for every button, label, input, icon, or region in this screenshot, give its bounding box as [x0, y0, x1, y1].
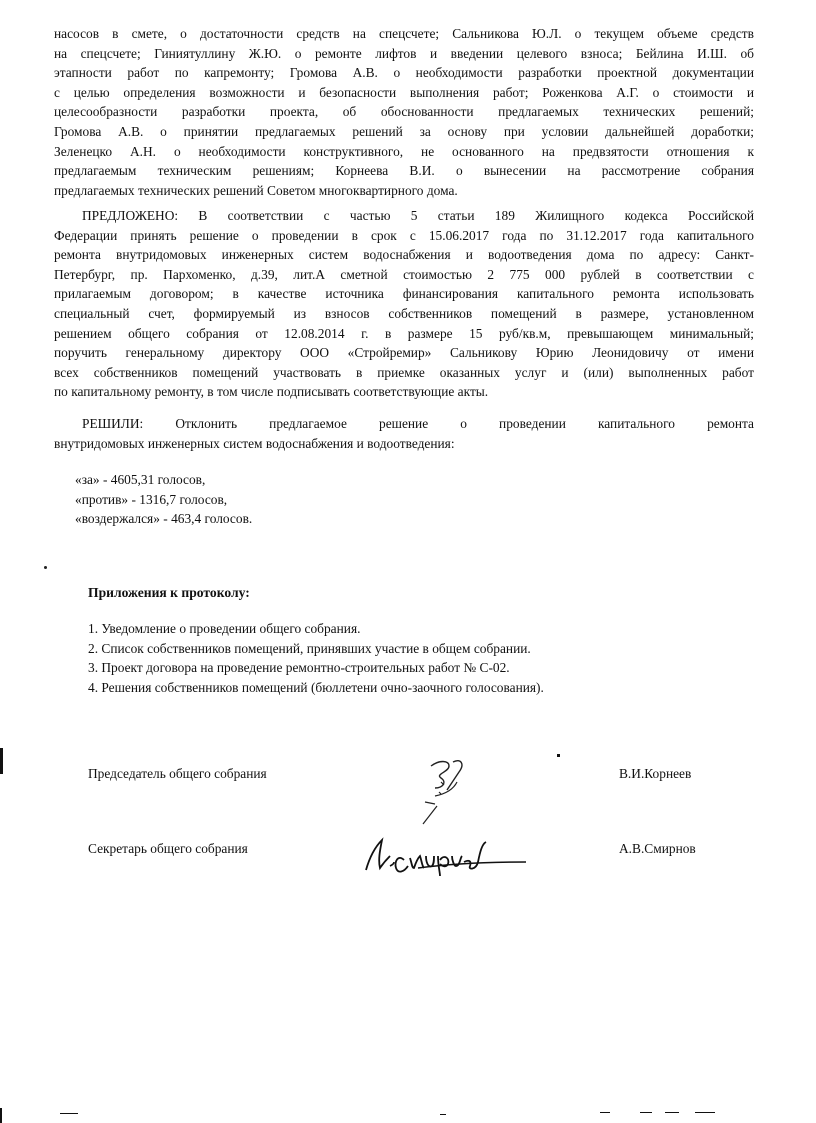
scan-edge-mark [600, 1112, 610, 1113]
chair-signature-image [395, 752, 495, 832]
attachments-list [88, 619, 544, 697]
chair-label: Председатель общего собрания [88, 766, 267, 781]
decision-paragraph [54, 414, 754, 453]
text-line: РЕШИЛИ: Отклонить предлагаемое решение о проведении капитального ремонта [82, 416, 754, 431]
scan-edge-mark [0, 1108, 2, 1123]
secretary-label: Секретарь общего собрания [88, 841, 248, 856]
scan-speck [44, 566, 47, 569]
text-line: решением общего собрания от 12.08.2014 г. в размере 15 руб/кв.м, превышающем минимальный; [54, 325, 754, 341]
text-line: поручить генеральному директору ООО «Стройремир» Сальникову Юрию Леонидовичу от имени [54, 345, 754, 361]
text-line: предлагаемых технических решений Советом многоквартирного дома. [54, 182, 458, 198]
scan-edge-mark [665, 1112, 679, 1113]
text-line: Громова А.В. о принятии предлагаемых решений за основу при условии дальнейшей доработки; [54, 123, 754, 139]
scan-speck [557, 754, 560, 757]
attachments-heading: Приложения к протоколу: [88, 585, 250, 600]
text-line: специальный счет, формируемый из взносов собственников помещений в размере, установленном [54, 305, 754, 321]
proposal-paragraph [54, 206, 754, 402]
scan-edge-mark [440, 1114, 446, 1115]
text-line: ПРЕДЛОЖЕНО: В соответствии с частью 5 статьи 189 Жилищного кодекса Российской [82, 208, 754, 223]
text-line: Петербург, пр. Пархоменко, д.39, лит.А сметной стоимостью 2 775 000 рублей в соответствии с [54, 266, 754, 282]
attachment-item: 3. Проект договора на проведение ремонтно-строительных работ № С-02. [88, 660, 510, 676]
vote-against: «против» - 1316,7 голосов, [75, 491, 228, 507]
vote-abstained: «воздержался» - 463,4 голосов. [75, 511, 253, 527]
text-line: по капитальному ремонту, в том числе подписывать соответствующие акты. [54, 384, 489, 400]
attachment-item: 4. Решения собственников помещений (бюллетени очно-заочного голосования). [88, 679, 544, 695]
text-line: внутридомовых инженерных систем водоснабжения и водоотведения: [54, 435, 455, 451]
chair-name: В.И.Корнеев [619, 766, 692, 781]
text-line: Федерации принять решение о проведении в срок с 15.06.2017 года по 31.12.2017 года капитального [54, 227, 754, 243]
vote-results [75, 470, 252, 529]
text-line: на спецсчете; Гиниятуллину Ж.Ю. о ремонте лифтов и введении целевого взноса; Бейлина И.Ш. об [54, 45, 754, 61]
scan-edge-mark [640, 1112, 652, 1113]
text-line: целесообразности разработки проекта, об обоснованности предлагаемых технических решений; [54, 104, 754, 120]
text-line: предлагаемым техническим решениям; Корнеева В.И. о вынесении на рассмотрение собрания [54, 163, 754, 179]
scan-edge-mark [60, 1113, 78, 1114]
scan-edge-mark [695, 1112, 715, 1113]
discussion-paragraph [54, 24, 754, 200]
attachment-item: 1. Уведомление о проведении общего собрания. [88, 621, 361, 636]
vote-for: «за» - 4605,31 голосов, [75, 472, 206, 487]
text-line: насосов в смете, о достаточности средств на спецсчете; Сальникова Ю.Л. о текущем объеме средств [54, 26, 754, 41]
text-line: всех собственников помещений участвовать в приемке оказанных услуг и (или) выполненных работ [54, 364, 754, 380]
text-line: с целью определения возможности и безопасности выполнения работ; Роженкова А.Г. о стоимости и [54, 84, 754, 100]
secretary-name: А.В.Смирнов [619, 841, 696, 856]
attachment-item: 2. Список собственников помещений, принявших участие в общем собрании. [88, 640, 531, 656]
text-line: прилагаемым договором; в качестве источника финансирования капитального ремонта использовать [54, 286, 754, 302]
secretary-signature-image [360, 826, 530, 882]
text-line: Зеленецко А.Н. о необходимости конструктивного, не основанного на предвзятости отношения к [54, 143, 754, 159]
text-line: этапности работ по капремонту; Громова А.В. о необходимости разработки проектной документации [54, 65, 754, 81]
text-line: ремонта внутридомовых инженерных систем водоснабжения и водоотведения дома по адресу: Санкт- [54, 247, 754, 263]
scan-edge-mark [0, 748, 3, 774]
